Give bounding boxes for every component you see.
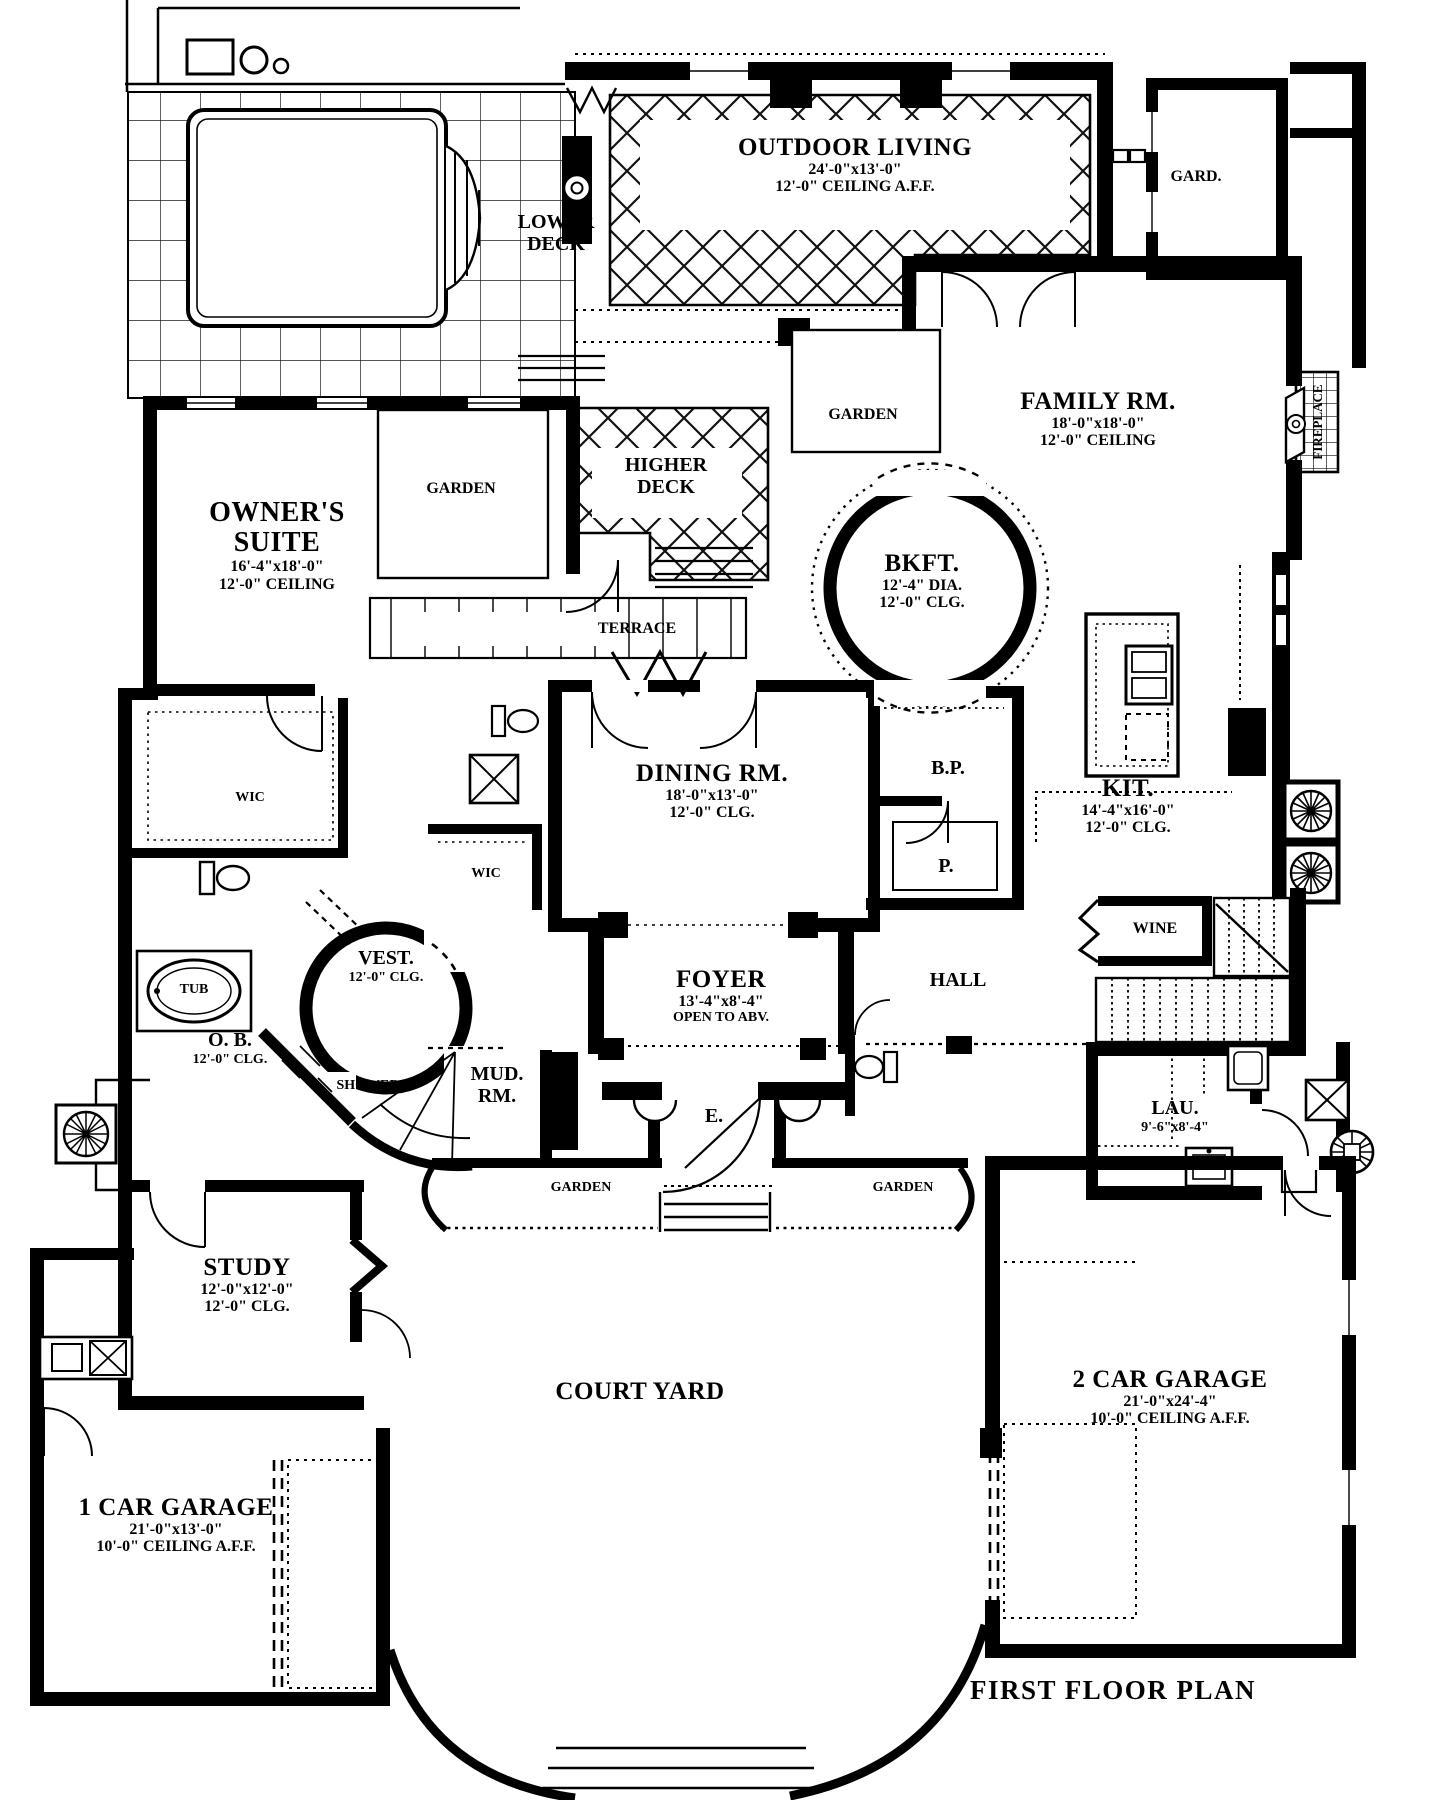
room-label-study: STUDY 12'-0"x12'-0" 12'-0" CLG.	[200, 1254, 294, 1316]
room-label-p: P.	[938, 855, 954, 877]
room-label-outdoor-living: OUTDOOR LIVING 24'-0"x13'-0" 12'-0" CEILING A.F.F.	[737, 134, 973, 196]
linen-closet-icon	[470, 755, 518, 803]
room-label-hall: HALL	[929, 969, 987, 991]
kitchen-island-sink-icon	[1086, 614, 1178, 776]
room-label-family-rm: FAMILY RM. 18'-0"x18'-0" 12'-0" CEILING	[1020, 388, 1176, 450]
gard-room	[1113, 62, 1366, 368]
room-label-wine: WINE	[1132, 920, 1178, 937]
room-label-mud: MUD. RM.	[470, 1063, 524, 1107]
window-seat-icon	[40, 1337, 132, 1379]
room-label-dining: DINING RM. 18'-0"x13'-0" 12'-0" CLG.	[635, 760, 789, 822]
outdoor-living-area	[562, 54, 1113, 346]
room-label-bp: B.P.	[931, 757, 965, 779]
room-label-garden-bottom-left: GARDEN	[550, 1180, 612, 1195]
room-label-laundry: LAU. 9'-6"x8'-4"	[1141, 1097, 1209, 1135]
room-label-gard: GARD.	[1170, 168, 1222, 185]
room-label-shower: SHOWER	[336, 1078, 400, 1093]
laundry-walls	[1086, 1042, 1373, 1200]
room-label-fireplace: FIREPLACE	[1309, 384, 1325, 460]
room-label-garage2: 2 CAR GARAGE 21'-0"x24'-4" 10'-0" CEILING A.F.F.	[1072, 1366, 1268, 1428]
room-label-vest: VEST. 12'-0" CLG.	[348, 947, 424, 985]
plan-caption: FIRST FLOOR PLAN	[969, 1675, 1257, 1705]
room-label-entry: E.	[704, 1105, 724, 1127]
vestibule-rotunda	[306, 890, 496, 1116]
room-label-kitchen: KIT. 14'-4"x16'-0" 12'-0" CLG.	[1081, 775, 1175, 837]
room-label-tub: TUB	[179, 982, 209, 997]
room-label-bkft: BKFT. 12'-4" DIA. 12'-0" CLG.	[879, 550, 965, 612]
room-label-garden-bottom-right: GARDEN	[872, 1180, 934, 1195]
room-label-garden-left: GARDEN	[426, 480, 496, 497]
toilet-icon	[200, 862, 249, 894]
terrace	[370, 598, 746, 694]
toilet-icon	[492, 706, 538, 736]
room-label-garden-upper: GARDEN	[828, 406, 898, 423]
kitchen-walls-fixtures	[1036, 552, 1338, 904]
garage1-walls	[30, 1248, 390, 1706]
room-label-wic-left: WIC	[235, 790, 265, 805]
stairs	[1088, 888, 1306, 1056]
vent-fan-icon	[1284, 782, 1338, 840]
hall-walls	[845, 1000, 1086, 1116]
room-label-terrace: TERRACE	[597, 620, 677, 637]
ac-fan-icon	[56, 1080, 150, 1190]
room-label-lower-deck: LOWER DECK	[517, 211, 595, 255]
lower-deck-and-pool	[125, 0, 616, 398]
room-label-wic-right: WIC	[471, 866, 501, 881]
court-yard-site	[390, 1158, 985, 1798]
room-label-ob: O. B. 12'-0" CLG.	[192, 1029, 268, 1067]
room-label-owners-suite: OWNER'S SUITE 16'-4"x18'-0" 12'-0" CEILING	[209, 497, 345, 593]
room-label-higher-deck: HIGHER DECK	[624, 454, 708, 498]
x-closet-icon	[1306, 1080, 1348, 1120]
room-label-court-yard: COURT YARD	[555, 1378, 725, 1405]
room-label-garage1: 1 CAR GARAGE 21'-0"x13'-0" 10'-0" CEILING A.F.F.	[78, 1494, 274, 1556]
toilet-icon	[855, 1052, 897, 1082]
washer-icon	[1228, 1046, 1268, 1090]
room-label-foyer: FOYER 13'-4"x8'-4" OPEN TO ABV.	[672, 966, 770, 1026]
owners-bath-walls	[118, 688, 348, 1194]
range-icon	[1228, 708, 1266, 776]
